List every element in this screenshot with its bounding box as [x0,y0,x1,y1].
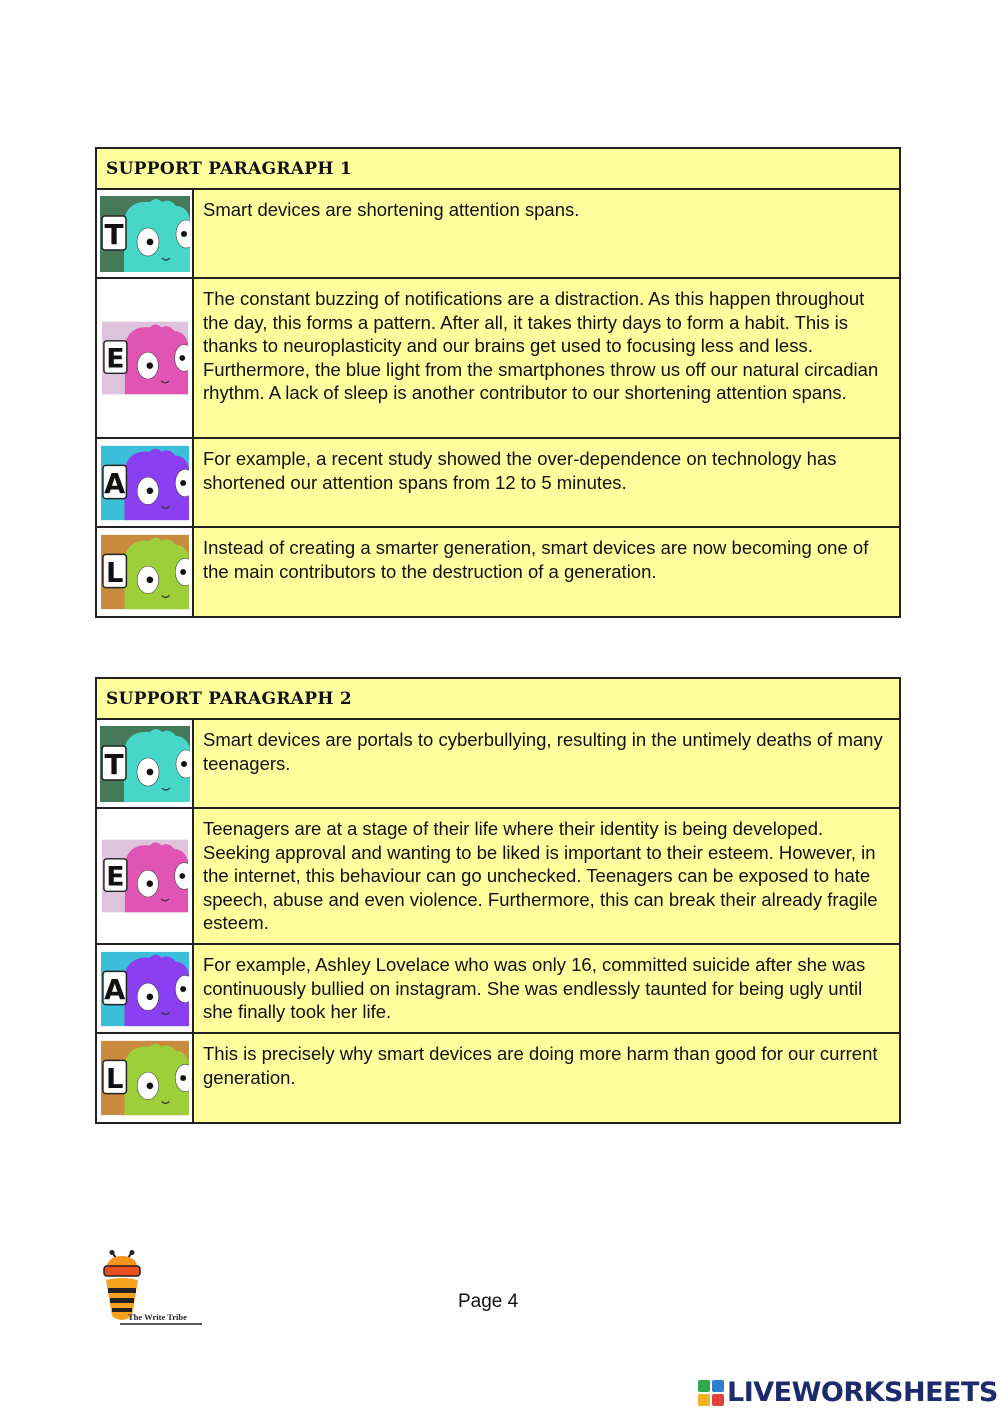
icon-letter: T [103,217,124,251]
icon-letter: A [103,974,125,1006]
table-row [97,190,899,279]
support-paragraph-1-table [95,147,901,618]
row-text: Instead of creating a smarter generation, smart devices are now becoming one of the main contributors to the destruction of a generation. [203,537,869,582]
row-text: Smart devices are shortening attention spans. [203,199,580,220]
teal-monster-t-icon [100,196,190,272]
row-text: Teenagers are at a stage of their life where their identity is being developed. Seeking approval and wanting to be liked is important to their esteem. However, in the internet, this behaviour can go unchecked. Teenagers can be exposed to hate speech, abuse and even violence. Furthermore, this can break their already fragile esteem. [203,818,878,933]
table-heading: SUPPORT PARAGRAPH 1 [97,149,899,190]
pink-monster-e-icon [102,836,188,916]
row-text: For example, Ashley Lovelace who was only 16, committed suicide after she was continuously bullied on instagram. She was endlessly taunted for being ugly until she finally took her life. [203,954,866,1022]
row-text: The constant buzzing of notifications are a distraction. As this happen throughout the day, this forms a pattern. After all, it takes thirty days to form a habit. This is thanks to neuroplasticity and our brains get used to focusing less and less. Furthermore, the blue light from the smartphones throw us off our natural circadian rhythm. A lack of sleep is another contributor to our shortening attention spans. [203,288,879,403]
icon-letter: E [105,861,125,893]
green-monster-l-icon [101,531,189,613]
icon-letter: T [103,747,124,781]
pink-monster-e-icon [102,318,188,398]
green-monster-l-icon [101,1037,189,1119]
table-row [97,528,899,616]
purple-monster-a-icon [101,951,189,1027]
icon-letter: L [105,557,123,589]
icon-letter: L [105,1063,123,1095]
table-row [97,945,899,1034]
row-text: For example, a recent study showed the over-dependence on technology has shortened our attention spans from 12 to 5 minutes. [203,448,837,493]
page-number: Page 4 [458,1291,519,1312]
table-row [97,1034,899,1122]
table-heading: SUPPORT PARAGRAPH 2 [97,679,899,720]
table-row [97,809,899,945]
bee-logo-icon [98,1250,206,1328]
table-row [97,279,899,439]
brand-text: LIVEWORKSHEETS [727,1377,998,1408]
row-text: Smart devices are portals to cyberbullying, resulting in the untimely deaths of many teenagers. [203,729,883,774]
liveworksheets-logo-icon [698,1380,724,1406]
icon-letter: A [103,468,125,500]
table-row [97,720,899,809]
icon-letter: E [105,343,125,375]
purple-monster-a-icon [101,445,189,521]
teal-monster-t-icon [100,726,190,802]
support-paragraph-2-table [95,677,901,1124]
row-text: This is precisely why smart devices are doing more harm than good for our current generation. [203,1043,878,1088]
liveworksheets-watermark [698,1377,998,1408]
table-row [97,439,899,528]
logo-text: The Write Tribe [128,1312,187,1322]
